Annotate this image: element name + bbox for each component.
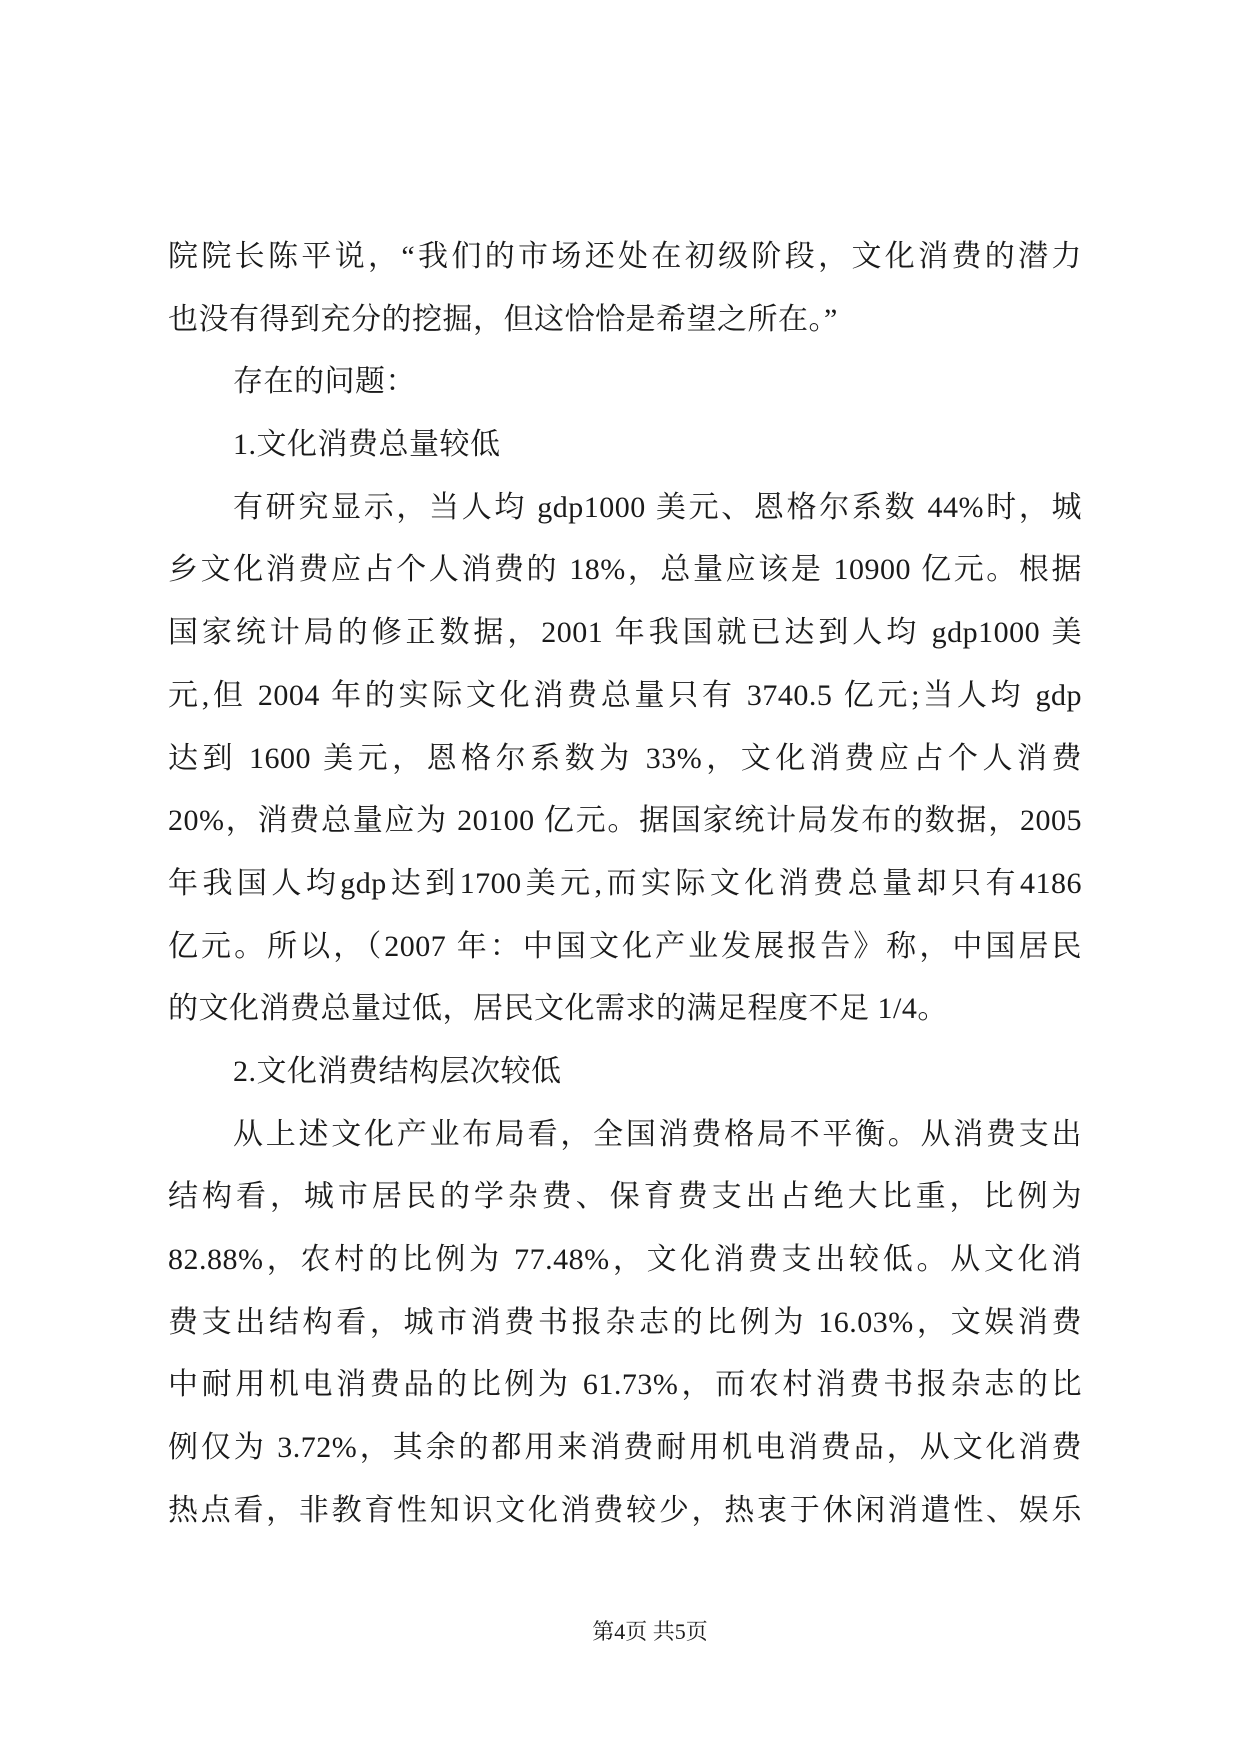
paragraph-line: 费支出结构看，城市消费书报杂志的比例为 16.03%，文娱消费: [168, 1305, 1082, 1339]
paragraph-line: 20%，消费总量应为 20100 亿元。据国家统计局发布的数据，2005: [168, 804, 1082, 838]
paragraph-line: 中耐用机电消费品的比例为 61.73%，而农村消费书报杂志的比: [168, 1368, 1082, 1402]
paragraph-line: 热点看，非教育性知识文化消费较少，热衷于休闲消遣性、娱乐: [168, 1493, 1082, 1527]
paragraph-continuation: [168, 226, 1082, 351]
paragraph-line: 的文化消费总量过低，居民文化需求的满足程度不足 1/4。: [168, 992, 948, 1026]
paragraph-line: 也没有得到充分的挖掘，但这恰恰是希望之所在。”: [168, 302, 838, 336]
document-body: [168, 226, 1082, 1542]
section-label: [168, 351, 1082, 414]
paragraph-line: 乡文化消费应占个人消费的 18%，总量应该是 10900 亿元。根据: [168, 553, 1082, 587]
subheading-text: 2.文化消费结构层次较低: [233, 1054, 562, 1088]
paragraph-line: 从上述文化产业布局看，全国消费格局不平衡。从消费支出: [233, 1117, 1082, 1151]
paragraph-line: 例仅为 3.72%，其余的都用来消费耐用机电消费品，从文化消费: [168, 1431, 1082, 1465]
subheading-1: [168, 414, 1082, 477]
paragraph-line: 院院长陈平说，“我们的市场还处在初级阶段，文化消费的潜力: [168, 240, 1082, 273]
section-label-text: 存在的问题：: [233, 365, 416, 399]
paragraph-line: 达到 1600 美元，恩格尔系数为 33%，文化消费应占个人消费: [168, 741, 1082, 775]
paragraph: [168, 1104, 1082, 1543]
paragraph-line: 国家统计局的修正数据，2001 年我国就已达到人均 gdp1000 美: [168, 616, 1082, 650]
page-number-label: 第4页 共5页: [592, 1619, 708, 1644]
paragraph-line: 有研究显示，当人均 gdp1000 美元、恩格尔系数 44%时，城: [233, 490, 1082, 524]
subheading-text: 1.文化消费总量较低: [233, 428, 501, 462]
paragraph-line: 元,但 2004 年的实际文化消费总量只有 3740.5 亿元;当人均 gdp: [168, 678, 1082, 712]
paragraph-line: 82.88%，农村的比例为 77.48%，文化消费支出较低。从文化消: [168, 1243, 1082, 1276]
paragraph: [168, 477, 1082, 1041]
page-footer: [460, 1616, 840, 1648]
paragraph-line: 年我国人均gdp达到1700美元,而实际文化消费总量却只有4186: [168, 866, 1082, 900]
subheading-2: [168, 1041, 1082, 1104]
paragraph-line: 结构看，城市居民的学杂费、保育费支出占绝大比重，比例为: [168, 1180, 1082, 1214]
paragraph-line: 亿元。所以，（2007 年：中国文化产业发展报告》称，中国居民: [168, 929, 1082, 963]
